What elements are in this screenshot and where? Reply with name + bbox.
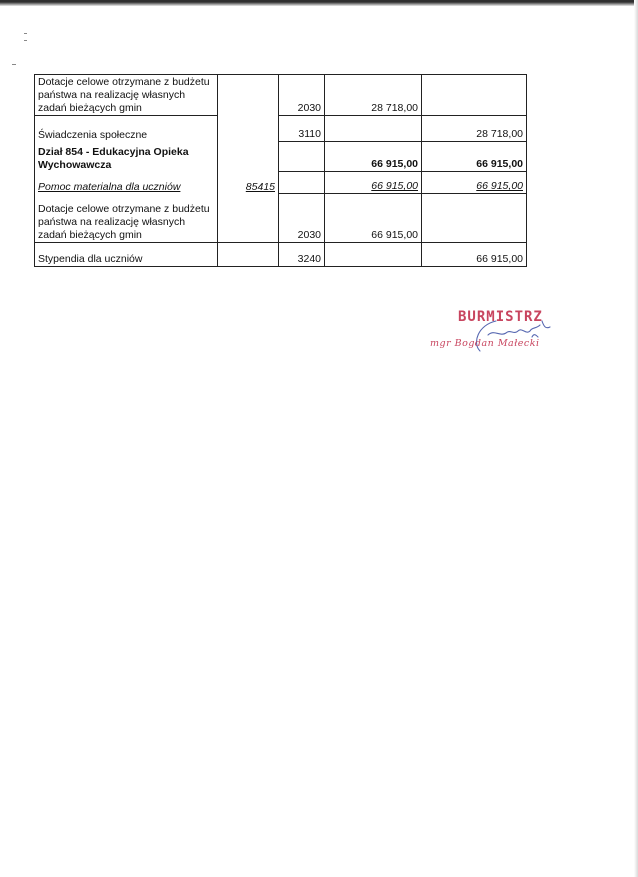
row-income: 28 718,00 — [325, 75, 422, 116]
table-row — [35, 172, 527, 194]
row-paragraph: 2030 — [279, 194, 325, 243]
budget-table — [34, 74, 527, 267]
row-chapter: 85415 — [218, 172, 279, 194]
stamp-name: mgr Bogdan Małecki — [430, 338, 540, 349]
row-description: Świadczenia społeczne — [35, 116, 218, 142]
row-income — [325, 243, 422, 267]
row-income: 66 915,00 — [325, 172, 422, 194]
row-description: Dotacje celowe otrzymane z budżetu państwa na realizację własnych zadań bieżących gmin — [35, 194, 218, 243]
row-chapter — [218, 75, 279, 116]
scan-right-edge — [634, 0, 638, 877]
row-expense: 66 915,00 — [422, 142, 527, 172]
row-paragraph: 2030 — [279, 75, 325, 116]
row-paragraph — [279, 172, 325, 194]
row-description: Stypendia dla uczniów — [35, 243, 218, 267]
row-income: 66 915,00 — [325, 194, 422, 243]
row-expense: 66 915,00 — [422, 172, 527, 194]
scan-top-edge — [0, 0, 638, 6]
handwritten-signature — [470, 315, 560, 355]
row-paragraph: 3110 — [279, 116, 325, 142]
table-row — [35, 194, 527, 243]
row-expense — [422, 75, 527, 116]
table-row — [35, 243, 527, 267]
scan-speck — [12, 64, 16, 65]
row-chapter — [218, 142, 279, 172]
table-row — [35, 142, 527, 172]
row-chapter — [218, 194, 279, 243]
table-row — [35, 116, 527, 142]
row-expense: 66 915,00 — [422, 243, 527, 267]
mayor-stamp — [430, 305, 580, 365]
row-expense: 28 718,00 — [422, 116, 527, 142]
row-description: Dział 854 - Edukacyjna Opieka Wychowawcza — [35, 142, 218, 172]
row-income: 66 915,00 — [325, 142, 422, 172]
table-row — [35, 75, 527, 116]
row-description: Dotacje celowe otrzymane z budżetu państwa na realizację własnych zadań bieżących gmin — [35, 75, 218, 116]
row-chapter — [218, 243, 279, 267]
scan-speck — [24, 40, 27, 41]
row-expense — [422, 194, 527, 243]
row-income — [325, 116, 422, 142]
row-chapter — [218, 116, 279, 142]
row-paragraph — [279, 142, 325, 172]
stamp-title: BURMISTRZ — [458, 309, 543, 325]
scan-speck — [24, 33, 27, 34]
row-description: Pomoc materialna dla uczniów — [35, 172, 218, 194]
row-paragraph: 3240 — [279, 243, 325, 267]
